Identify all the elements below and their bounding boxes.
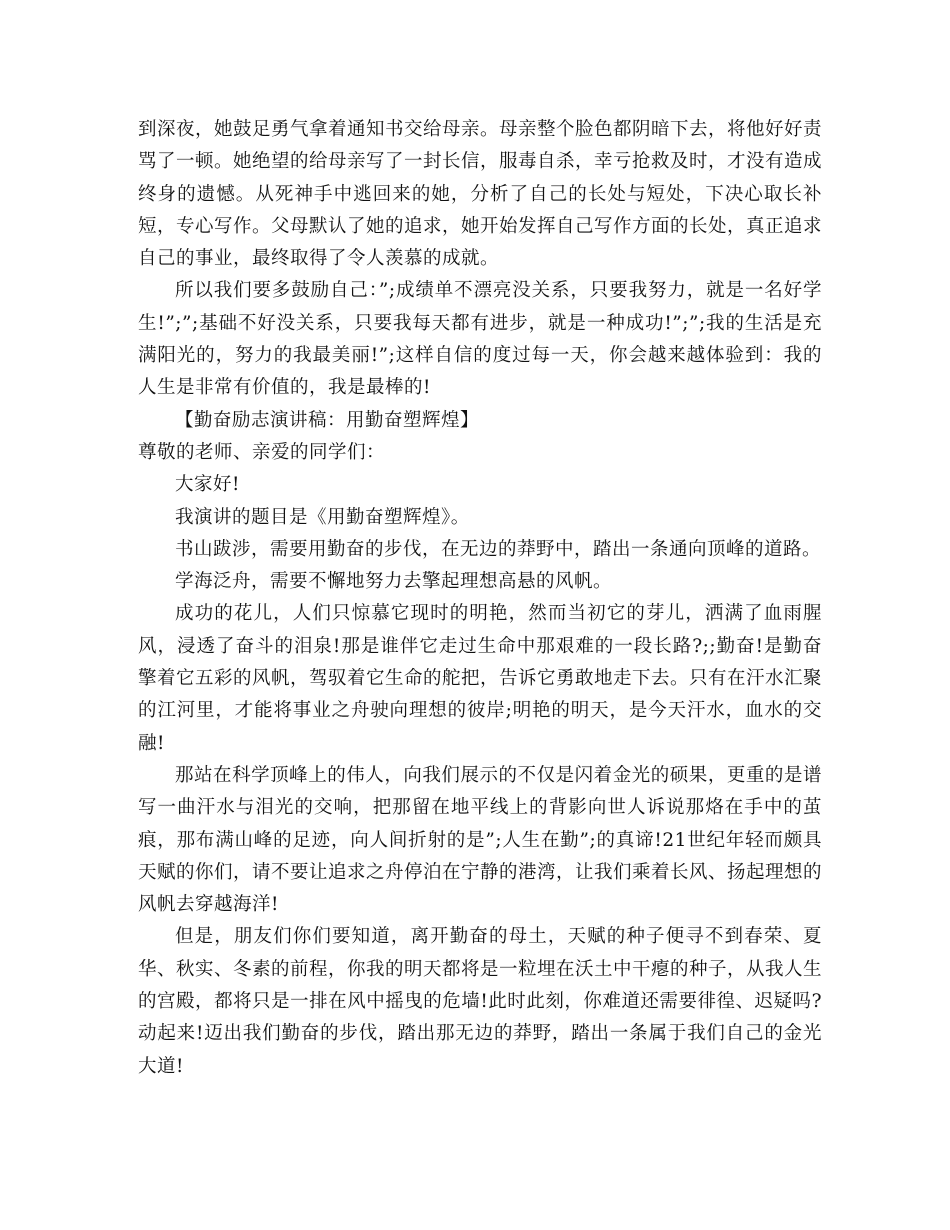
paragraph-great-people: 那站在科学顶峰上的伟人，向我们展示的不仅是闪着金光的硕果，更重的是谱写一曲汗水与泪光的交响，把那留在地平线上的背影向世人诉说那烙在手中的茧痕，那布满山峰的足迹，向人间折射的是”;人生在勤”;的真谛!21世纪年轻而颇具天赋的你们，请不要让追求之舟停泊在宁静的港湾，让我们乘着长风、扬起理想的风帆去穿越海洋! (138, 764, 823, 916)
speech-topic: 我演讲的题目是《用勤奋塑辉煌》。 (175, 506, 470, 528)
document-body (138, 114, 822, 1083)
salutation: 尊敬的老师、亲爱的同学们： (138, 441, 386, 463)
section-heading: 【勤奋励志演讲稿：用勤奋塑辉煌】 (175, 409, 480, 431)
paragraph-story-ending: 到深夜，她鼓足勇气拿着通知书交给母亲。母亲整个脸色都阴暗下去，将他好好责骂了一顿。她绝望的给母亲写了一封长信，服毒自杀，幸亏抢救及时，才没有造成终身的遗憾。从死神手中逃回来的她，分析了自己的长处与短处，下决心取长补短，专心写作。父母默认了她的追求，她开始发挥自己写作方面的长处，真正追求自己的事业，最终取得了令人羡慕的成就。 (138, 119, 823, 270)
paragraph-encourage-yourself: 所以我们要多鼓励自己：”;成绩单不漂亮没关系，只要我努力，就是一名好学生!”;”;基础不好没关系，只要我每天都有进步，就是一种成功!”;”;我的生活是充满阳光的，努力的我最美丽!”;这样自信的度过每一天，你会越来越体验到：我的人生是非常有价值的，我是最棒的! (138, 280, 822, 399)
paragraph-closing-call: 但是，朋友们你们要知道，离开勤奋的母土，天赋的种子便寻不到春荣、夏华、秋实、冬素的前程，你我的明天都将是一粒埋在沃土中干瘪的种子，从我人生的宫殿，都将只是一排在风中摇曳的危墙!此时此刻，你难道还需要徘徨、迟疑吗?动起来!迈出我们勤奋的步伐，踏出那无边的莽野，踏出一条属于我们自己的金光大道! (138, 926, 823, 1077)
greeting: 大家好! (175, 474, 240, 496)
paragraph-sea-of-learning: 学海泛舟，需要不懈地努力去擎起理想高悬的风帆。 (175, 571, 613, 593)
paragraph-book-mountain: 书山跋涉，需要用勤奋的步伐，在无边的莽野中，踏出一条通向顶峰的道路。 (175, 538, 822, 560)
paragraph-flower-of-success: 成功的花儿，人们只惊慕它现时的明艳，然而当初它的芽儿，洒满了血雨腥风，浸透了奋斗的泪泉!那是谁伴它走过生命中那艰难的一段长路?;;勤奋!是勤奋擎着它五彩的风帆，驾驭着它生命的舵把，告诉它勇敢地走下去。只有在汗水汇聚的江河里，才能将事业之舟驶向理想的彼岸;明艳的明天，是今天汗水，血水的交融! (138, 603, 823, 754)
